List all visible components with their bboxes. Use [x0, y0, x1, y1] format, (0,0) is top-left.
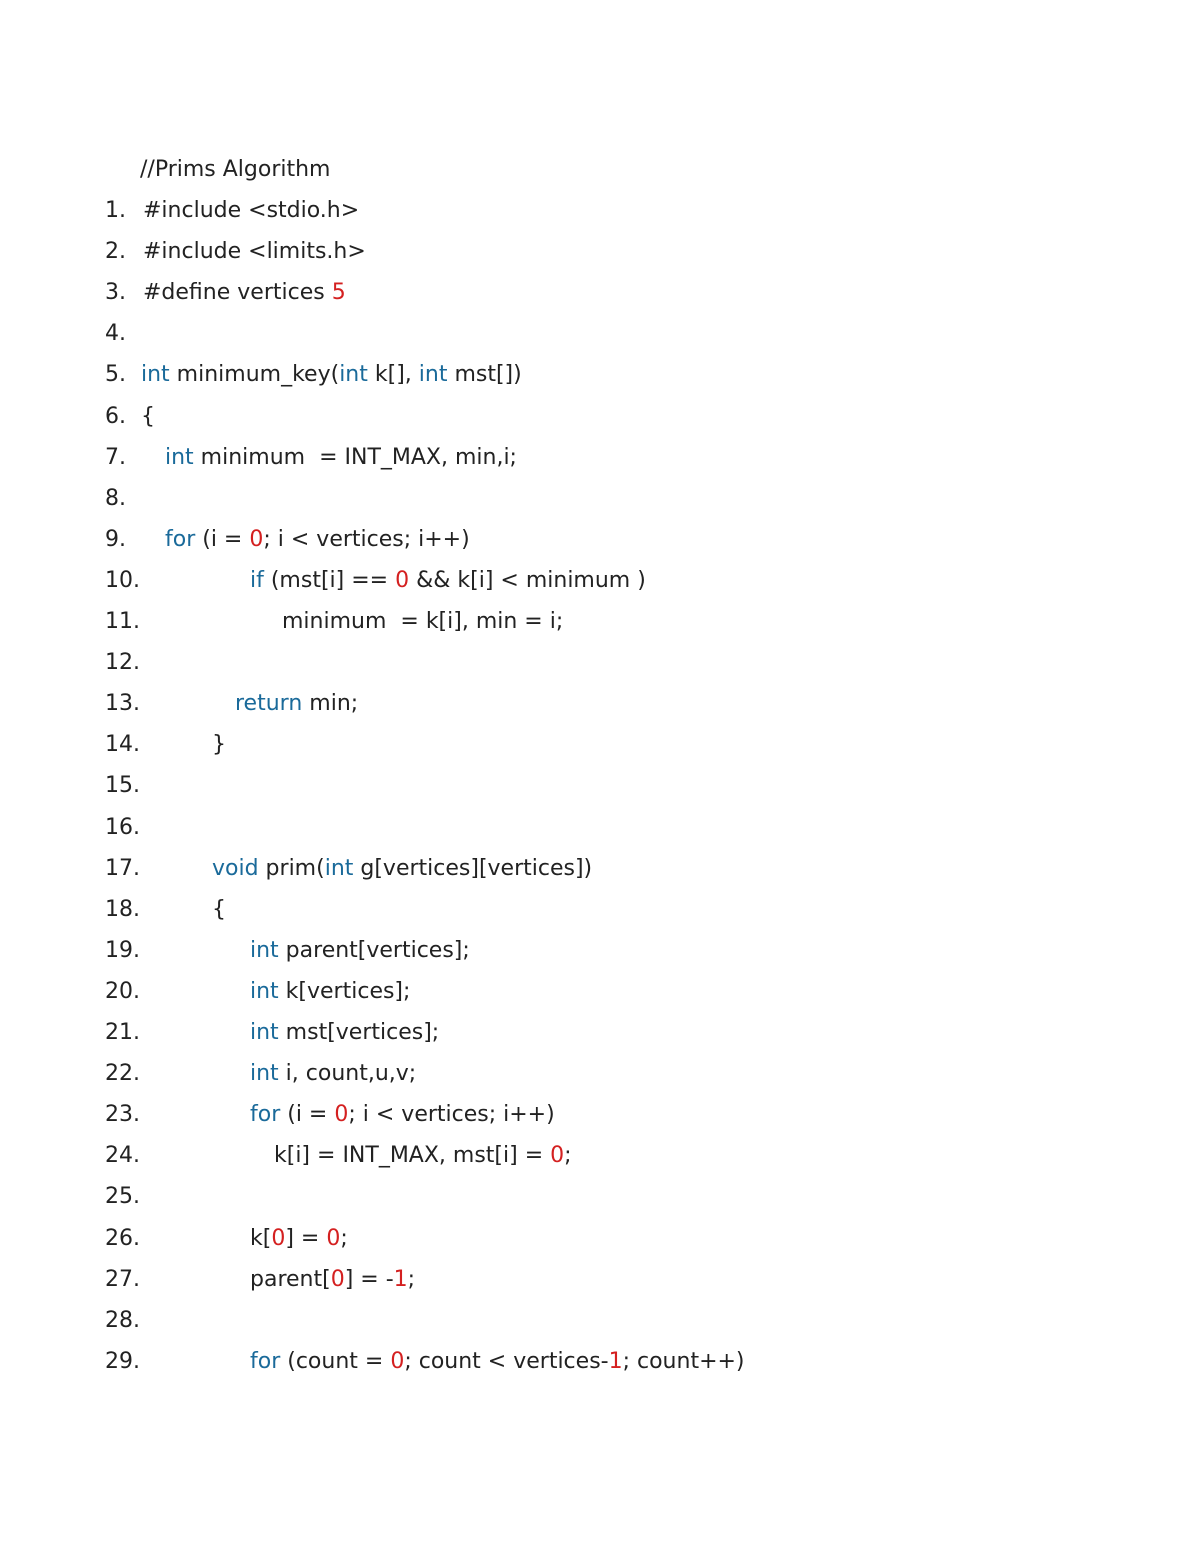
code-line	[0, 1347, 1100, 1377]
text-token: && k[i] < minimum )	[409, 567, 646, 593]
text-token: minimum = INT_MAX, min,i;	[193, 444, 517, 470]
line-number: 18.	[105, 896, 140, 922]
code-text	[165, 443, 517, 473]
code-text	[143, 278, 346, 308]
title-comment-text: //Prims Algorithm	[140, 157, 331, 182]
code-text	[250, 1265, 415, 1295]
code-text	[250, 1059, 416, 1089]
keyword-token: int	[165, 444, 194, 470]
line-number: 11.	[105, 609, 140, 634]
code-text	[250, 1224, 348, 1254]
code-line	[0, 936, 1100, 966]
code-line	[0, 689, 1100, 719]
text-token: ;	[407, 1266, 416, 1292]
code-text	[250, 977, 410, 1007]
text-token: (mst[i] ==	[263, 567, 396, 593]
keyword-token: if	[250, 567, 264, 593]
text-token: (count =	[280, 1348, 391, 1374]
text-token: prim(	[258, 855, 325, 881]
line-number: 12.	[105, 650, 140, 676]
text-token: ; i < vertices; i++)	[348, 1102, 555, 1128]
text-token: #include <stdio.h>	[143, 198, 360, 223]
literal-token: 0	[395, 567, 410, 593]
code-text	[165, 525, 470, 555]
line-number: 24.	[105, 1143, 140, 1169]
code-line	[0, 771, 1100, 801]
code-line	[0, 196, 1100, 226]
text-token: k[],	[367, 362, 419, 388]
line-number: 4.	[105, 321, 126, 347]
keyword-token: for	[250, 1102, 281, 1128]
code-line	[0, 237, 1100, 267]
text-token: ; count++)	[622, 1348, 745, 1374]
code-line	[0, 1100, 1100, 1130]
code-line	[0, 1182, 1100, 1212]
line-number: 16.	[105, 814, 140, 840]
keyword-token: int	[324, 855, 354, 881]
line-number: 10.	[105, 567, 140, 593]
text-token: ] =	[285, 1225, 327, 1251]
line-number: 27.	[105, 1266, 140, 1292]
line-number: 8.	[105, 485, 126, 511]
text-token: (i =	[280, 1102, 335, 1128]
line-number: 22.	[105, 1061, 140, 1087]
literal-token: 1	[393, 1266, 408, 1292]
code-text	[250, 1100, 555, 1130]
code-text	[212, 730, 226, 760]
code-line	[0, 648, 1100, 678]
line-number: 29.	[105, 1348, 140, 1374]
code-line	[0, 360, 1100, 390]
code-text	[250, 1347, 745, 1377]
text-token: {	[212, 896, 226, 922]
code-line	[0, 854, 1100, 884]
keyword-token: int	[250, 978, 279, 1004]
text-token: ; count < vertices-	[404, 1348, 609, 1374]
code-line	[0, 813, 1100, 843]
keyword-token: for	[165, 526, 196, 552]
code-line	[0, 1306, 1100, 1336]
keyword-token: int	[418, 362, 448, 388]
literal-token: 0	[326, 1225, 341, 1251]
literal-token: 5	[331, 280, 346, 306]
line-number: 28.	[105, 1307, 140, 1333]
text-token: {	[141, 403, 155, 429]
line-number: 15.	[105, 773, 140, 799]
code-text	[282, 607, 563, 637]
keyword-token: int	[250, 937, 279, 963]
code-text	[212, 895, 226, 925]
text-token: k[	[250, 1225, 272, 1251]
code-line	[0, 525, 1100, 555]
text-token: (i =	[195, 526, 250, 552]
literal-token: 0	[330, 1266, 345, 1292]
line-number: 7.	[105, 444, 126, 470]
line-number: 6.	[105, 403, 126, 429]
code-text	[250, 566, 646, 596]
code-text	[235, 689, 358, 719]
line-number: 19.	[105, 937, 140, 963]
text-token: ;	[564, 1143, 572, 1169]
code-line	[0, 607, 1100, 637]
literal-token: 0	[249, 526, 264, 552]
code-line	[0, 484, 1100, 514]
code-line	[0, 730, 1100, 760]
code-line	[0, 1265, 1100, 1295]
code-line	[0, 895, 1100, 925]
text-token: #define vertices	[143, 280, 332, 306]
text-token: ;	[340, 1225, 348, 1251]
keyword-token: void	[212, 855, 259, 881]
text-token: i, count,u,v;	[278, 1061, 417, 1087]
code-text	[143, 196, 359, 226]
code-line	[0, 402, 1100, 432]
code-text	[143, 237, 366, 267]
text-token: min;	[302, 691, 359, 717]
text-token: mst[vertices];	[278, 1020, 440, 1045]
code-line	[0, 977, 1100, 1007]
code-line	[0, 319, 1100, 349]
text-token: parent[vertices];	[278, 937, 470, 963]
text-token: #include <limits.h>	[143, 239, 366, 265]
code-line	[0, 1224, 1100, 1254]
keyword-token: int	[250, 1020, 279, 1045]
line-number: 9.	[105, 526, 126, 552]
keyword-token: int	[141, 362, 170, 388]
line-number: 2.	[105, 239, 126, 265]
literal-token: 0	[334, 1102, 349, 1128]
line-number: 21.	[105, 1020, 140, 1045]
text-token: minimum_key(	[169, 362, 340, 388]
code-text	[250, 1018, 439, 1048]
keyword-token: int	[250, 1061, 279, 1087]
literal-token: 0	[550, 1143, 565, 1169]
literal-token: 0	[390, 1348, 405, 1374]
code-line	[0, 1141, 1100, 1171]
code-line	[0, 1018, 1100, 1048]
text-token: k[i] = INT_MAX, mst[i] =	[274, 1143, 551, 1169]
line-number: 17.	[105, 855, 140, 881]
code-text	[141, 360, 522, 390]
code-text	[141, 402, 155, 432]
line-number: 1.	[105, 198, 126, 223]
text-token: }	[212, 732, 226, 758]
line-number: 25.	[105, 1184, 140, 1210]
keyword-token: return	[235, 691, 303, 717]
text-token: g[vertices][vertices])	[353, 855, 593, 881]
line-number: 5.	[105, 362, 126, 388]
literal-token: 0	[271, 1225, 286, 1251]
text-token: parent[	[250, 1266, 331, 1292]
keyword-token: int	[339, 362, 368, 388]
code-text	[250, 936, 470, 966]
code-line	[0, 278, 1100, 308]
text-token: minimum = k[i], min = i;	[282, 609, 564, 634]
literal-token: 1	[608, 1348, 623, 1374]
line-number: 14.	[105, 732, 140, 758]
keyword-token: for	[250, 1348, 281, 1374]
line-number: 3.	[105, 280, 126, 306]
code-line	[0, 443, 1100, 473]
text-token: mst[])	[447, 362, 522, 388]
text-token: ; i < vertices; i++)	[263, 526, 470, 552]
text-token: k[vertices];	[278, 978, 411, 1004]
line-number: 13.	[105, 691, 140, 717]
title-comment	[140, 155, 331, 185]
code-line	[0, 566, 1100, 596]
code-text	[274, 1141, 572, 1171]
line-number: 26.	[105, 1225, 140, 1251]
code-line	[0, 1059, 1100, 1089]
line-number: 20.	[105, 978, 140, 1004]
text-token: ] = -	[344, 1266, 394, 1292]
code-text	[212, 854, 592, 884]
line-number: 23.	[105, 1102, 140, 1128]
